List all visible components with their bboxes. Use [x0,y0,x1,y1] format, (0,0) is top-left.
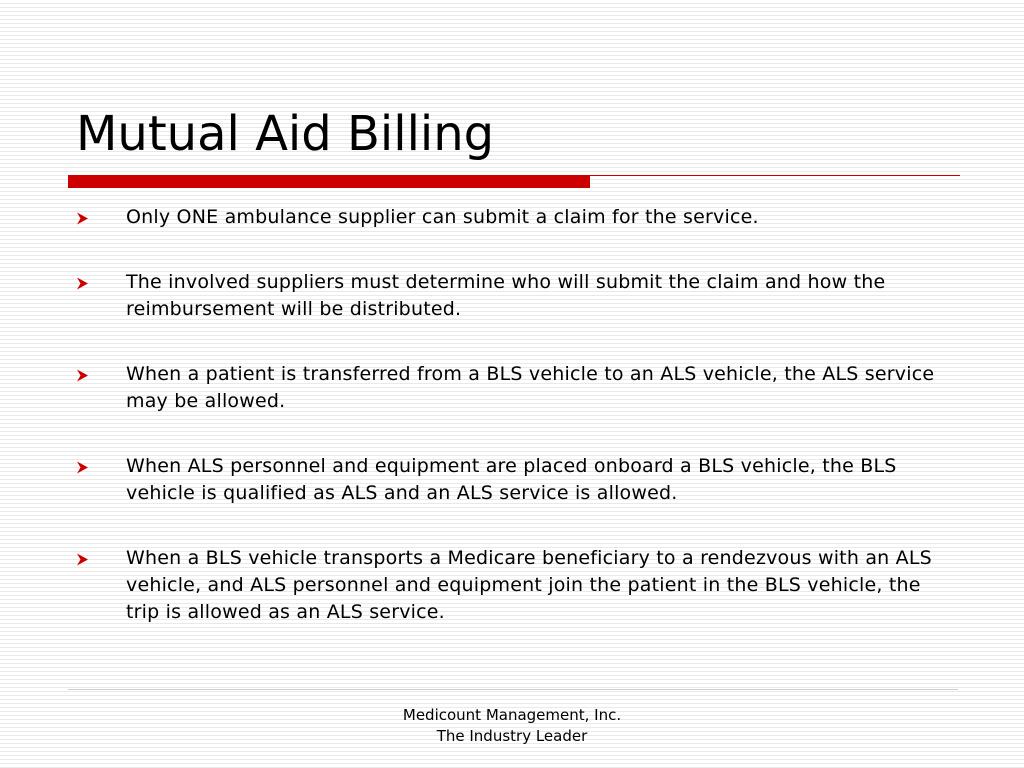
title-underline-accent [68,175,590,188]
bullet-item [76,269,956,323]
bullet-item [76,361,956,415]
footer-divider [68,689,958,690]
bullet-text: When a patient is transferred from a BLS vehicle to an ALS vehicle, the ALS service may be allowed. [126,363,935,412]
footer-company: Medicount Management, Inc. [402,706,622,724]
arrowhead-bullet-icon [76,204,90,231]
bullet-item [76,545,956,626]
arrowhead-bullet-icon [76,269,90,296]
bullet-text: When ALS personnel and equipment are placed onboard a BLS vehicle, the BLS vehicle is qualified as ALS and an ALS service is allowed. [126,455,897,504]
title-underline-rule [590,175,960,176]
arrowhead-bullet-icon [76,545,90,572]
footer-tagline: The Industry Leader [436,727,588,745]
slide-title: Mutual Aid Billing [76,106,495,162]
bullet-list [76,204,956,664]
bullet-item [76,204,956,231]
bullet-text: When a BLS vehicle transports a Medicare beneficiary to a rendezvous with an ALS vehicle, and ALS personnel and equipment join the patient in the BLS vehicle, the trip is allowed as an ALS service. [126,547,932,623]
arrowhead-bullet-icon [76,361,90,388]
arrowhead-bullet-icon [76,453,90,480]
bullet-text: Only ONE ambulance supplier can submit a claim for the service. [126,206,759,228]
footer [0,705,1024,747]
bullet-item [76,453,956,507]
bullet-text: The involved suppliers must determine who will submit the claim and how the reimbursement will be distributed. [126,271,886,320]
